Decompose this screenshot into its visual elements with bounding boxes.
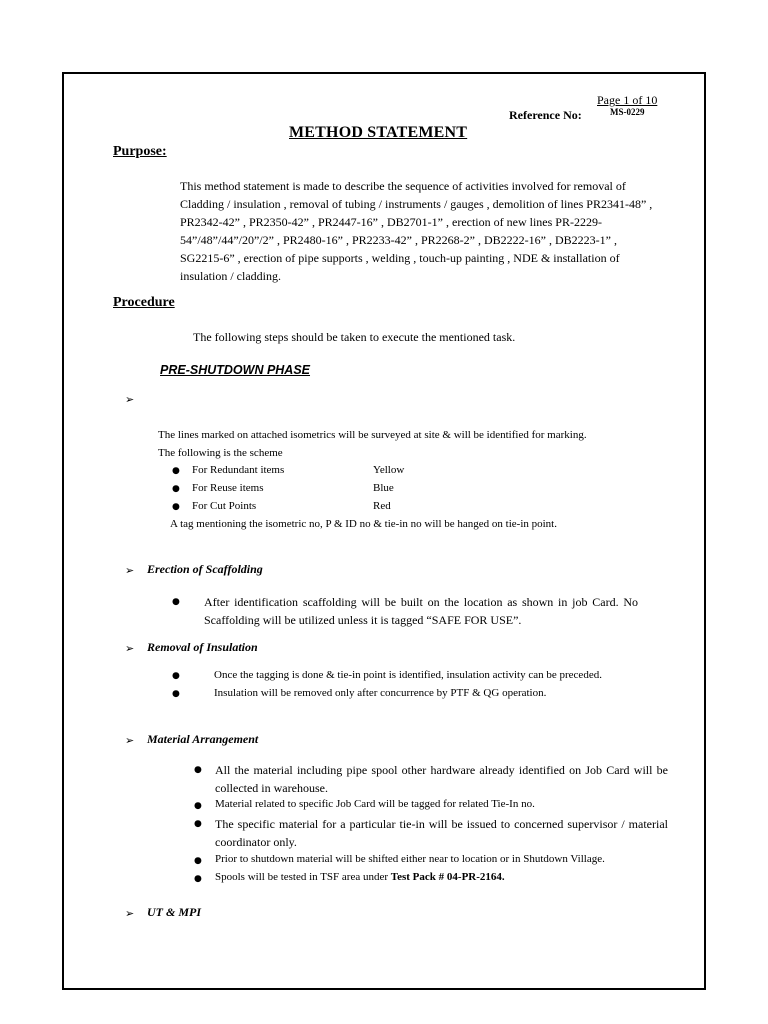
arrow-bullet-icon: ➢	[125, 564, 135, 577]
bullet-icon: ●	[194, 874, 202, 884]
bullet-icon: ●	[194, 819, 202, 829]
scheme-color: Blue	[373, 482, 394, 494]
material-bullet: Prior to shutdown material will be shifted either near to location or in Shutdown Village.	[215, 853, 605, 865]
scheme-intro: The following is the scheme	[158, 447, 283, 459]
scheme-item: For Redundant items	[192, 464, 285, 476]
scheme-color: Yellow	[373, 464, 405, 476]
material-bullet-test-pack	[215, 871, 505, 883]
ut-mpi-heading: UT & MPI	[147, 905, 201, 919]
bullet-icon: ●	[172, 597, 180, 607]
bullet-icon: ●	[172, 671, 180, 681]
bullet-icon: ●	[172, 466, 180, 476]
arrow-bullet-icon: ➢	[125, 734, 135, 747]
purpose-heading: Purpose:	[113, 144, 167, 159]
bullet-icon: ●	[172, 502, 180, 512]
phase-heading: PRE-SHUTDOWN PHASE	[160, 363, 311, 377]
scheme-color: Red	[373, 500, 391, 512]
arrow-bullet-icon: ➢	[125, 393, 135, 406]
procedure-intro: The following steps should be taken to execute the mentioned task.	[193, 330, 516, 344]
bullet-icon: ●	[194, 856, 202, 866]
document-title: METHOD STATEMENT	[289, 124, 468, 141]
page-number: Page 1 of 10	[597, 93, 658, 107]
scheme-item: For Reuse items	[192, 482, 264, 494]
bullet-icon: ●	[194, 801, 202, 811]
survey-line: The lines marked on attached isometrics will be surveyed at site & will be identified for marking.	[158, 429, 587, 441]
material-bullet: Material related to specific Job Card will be tagged for related Tie-In no.	[215, 798, 535, 810]
scheme-item: For Cut Points	[192, 500, 257, 512]
scaffolding-bullet: After identification scaffolding will be built on the location as shown in job Card. No Scaffolding will be utilized unless it is tagged “SAFE FOR USE”.	[204, 595, 638, 627]
procedure-heading: Procedure	[113, 295, 175, 310]
insulation-bullet: Insulation will be removed only after concurrence by PTF & QG operation.	[214, 687, 547, 699]
arrow-bullet-icon: ➢	[125, 907, 135, 920]
reference-label: Reference No:	[509, 108, 582, 122]
tag-note: A tag mentioning the isometric no, P & ID no & tie-in no will be hanged on tie-in point.	[170, 518, 557, 530]
material-bullet: The specific material for a particular tie-in will be issued to concerned supervisor / material coordinator only.	[215, 817, 668, 849]
bullet-icon: ●	[172, 484, 180, 494]
bullet-icon: ●	[194, 765, 202, 775]
insulation-bullet: Once the tagging is done & tie-in point is identified, insulation activity can be preceded.	[214, 669, 602, 681]
arrow-bullet-icon: ➢	[125, 642, 135, 655]
scaffolding-heading: Erection of Scaffolding	[147, 562, 263, 576]
test-pack-prefix: Spools will be tested in TSF area under	[215, 871, 391, 883]
test-pack-number: Test Pack # 04-PR-2164.	[390, 871, 505, 883]
insulation-heading: Removal of Insulation	[147, 640, 258, 654]
material-heading: Material Arrangement	[147, 732, 259, 746]
reference-value: MS-0229	[610, 107, 645, 117]
purpose-body: This method statement is made to describe the sequence of activities involved for removal of Cladding / insulation , removal of tubing / instruments / gauges , demolition of lines PR2341-48” , PR2342-42” , PR2350-42” , PR2447-16” , DB2701-1” , erection of new lines PR-2229-54”/48”/44”/20”/2” , PR2480-16” , PR2233-42” , PR2268-2” , DB2222-16” , DB2223-1” , SG2215-6” , erection of pipe supports , welding , touch-up painting , NDE & installation of insulation / cladding.	[180, 179, 653, 283]
bullet-icon: ●	[172, 689, 180, 699]
material-bullet: All the material including pipe spool other hardware already identified on Job Card will be collected in warehouse.	[215, 763, 668, 795]
